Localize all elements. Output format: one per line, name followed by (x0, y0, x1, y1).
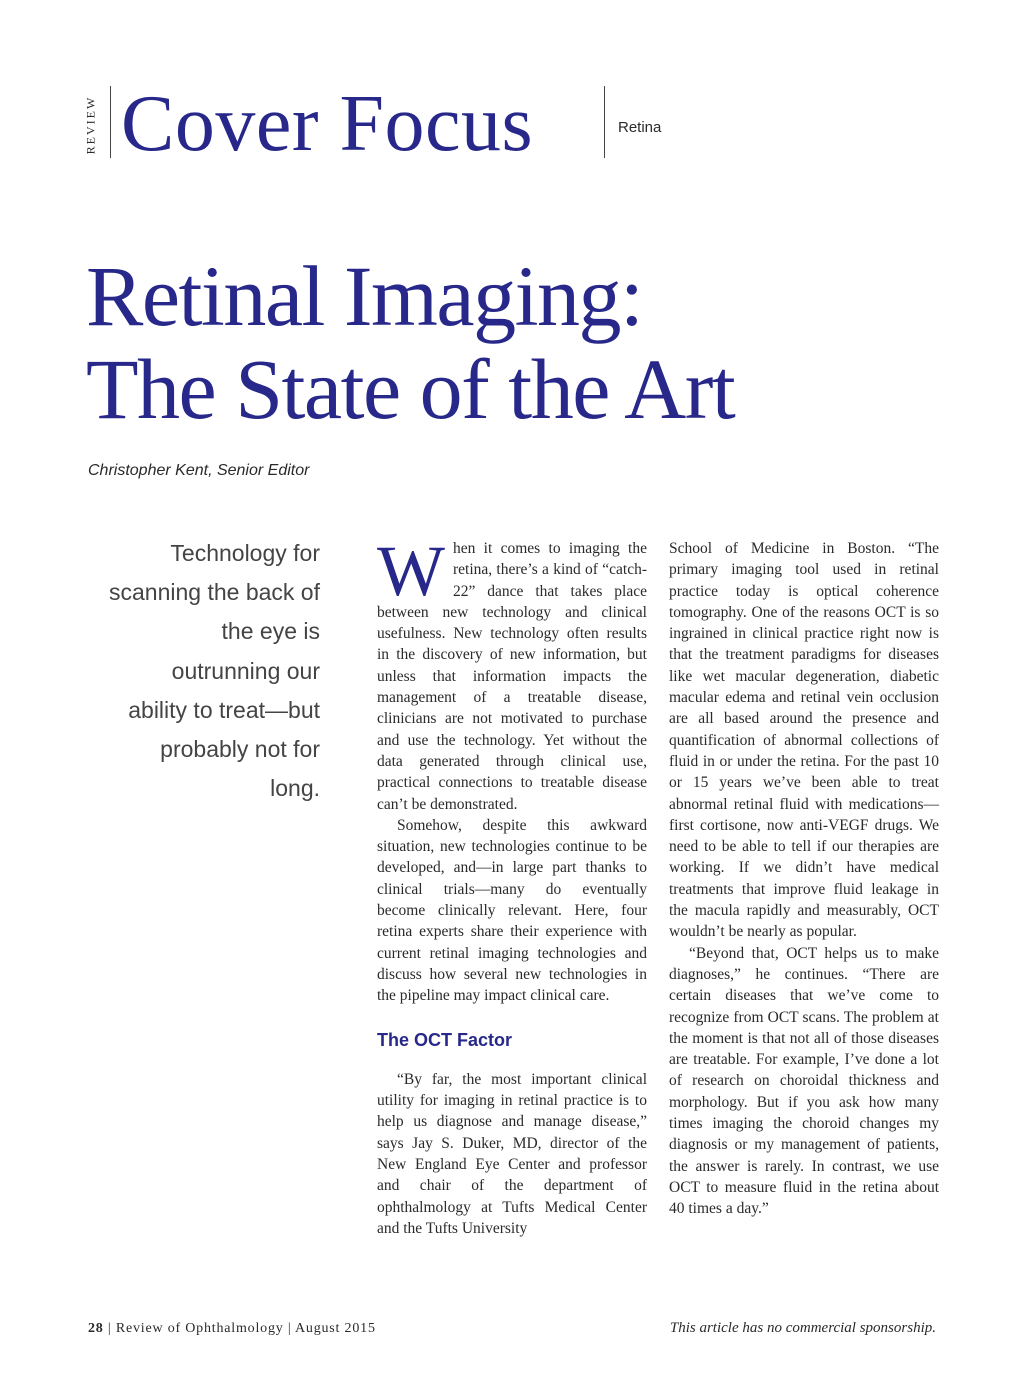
page-footer (88, 1321, 376, 1337)
article-column-1 (377, 531, 647, 1239)
magazine-tag: REVIEW (83, 95, 98, 155)
body-paragraph (377, 531, 647, 815)
article-title-line1: Retinal Imaging: (86, 248, 643, 344)
article-title (86, 250, 734, 436)
subheading: The OCT Factor (377, 1029, 513, 1050)
article-column-2 (669, 538, 939, 1220)
sponsorship-disclaimer: This article has no commercial sponsorship. (669, 1320, 936, 1336)
body-paragraph: “By far, the most important clinical utility for imaging in retinal practice is to help us diagnose and manage disease,” says Jay S. Duker, MD, director of the New England Eye Center and professor and chair of the department of ophthalmology at Tufts Medical Center and the Tufts University (377, 1070, 647, 1237)
body-paragraph: “Beyond that, OCT helps us to make diagnoses,” he continues. “There are certain diseases that we’ve come to recognize from OCT scans. The problem at the moment is that not all of those diseases are treatable. For example, I’ve done a lot of research on choroidal thickness and morphology. But if you ask how many times imaging the choroid changes my diagnosis or my management of patients, the answer is rarely. In contrast, we use OCT to measure fluid in the retina about 40 times a day.” (669, 944, 939, 1218)
footer-separator: | (287, 1321, 295, 1336)
issue-date: August 2015 (295, 1321, 376, 1336)
drop-cap: W (377, 531, 445, 611)
header-divider-left (110, 86, 111, 158)
section-subtitle: Retina (618, 119, 662, 136)
page-number: 28 (88, 1321, 104, 1336)
footer-separator: | (107, 1321, 116, 1336)
body-paragraph: School of Medicine in Boston. “The primary imaging tool used in retinal practice today is optical coherence tomography. One of the reasons OCT is so ingrained in clinical practice right now is that the treatment paradigms for diseases like wet macular degeneration, diabetic macular edema and retinal vein occlusion are all based around the presence and quantification of abnormal collections of fluid in or under the retina. For the past 10 or 15 years we’ve been able to treat abnormal retinal fluid with medications—first cortisone, now anti-VEGF drugs. We need to be able to tell if our therapies are working. If we didn’t have medical treatments that improve fluid leakage in the macula rapidly and measurably, OCT wouldn’t be nearly as popular. (669, 540, 939, 941)
byline: Christopher Kent, Senior Editor (88, 462, 310, 479)
pull-quote: Technology for scanning the back of the eye is outrunning our ability to treat—but probably not for long. (109, 540, 320, 802)
body-paragraph: Somehow, despite this awkward situation, new technologies continue to be developed, and—in large part thanks to clinical trials—many do eventually become clinically relevant. Here, four retina experts share their experience with current retinal imaging technologies and discuss how several new technologies in the pipeline may impact clinical care. (377, 816, 647, 1005)
header-divider-right (604, 86, 605, 158)
publication-name: Review of Ophthalmology (115, 1321, 284, 1336)
section-title: Cover Focus (121, 80, 534, 168)
paragraph-text: hen it comes to imaging the retina, there’s a kind of “catch-22” dance that takes place between new technology and clinical usefulness. New technology often results in the discovery of new information, but unless that information impacts the management of a treatable disease, clinicians are not motivated to purchase and use the technology. Yet without the data generated through clinical use, practical connections to treatable disease can’t be demonstrated. (377, 540, 647, 813)
article-title-line2: The State of the Art (86, 341, 735, 437)
